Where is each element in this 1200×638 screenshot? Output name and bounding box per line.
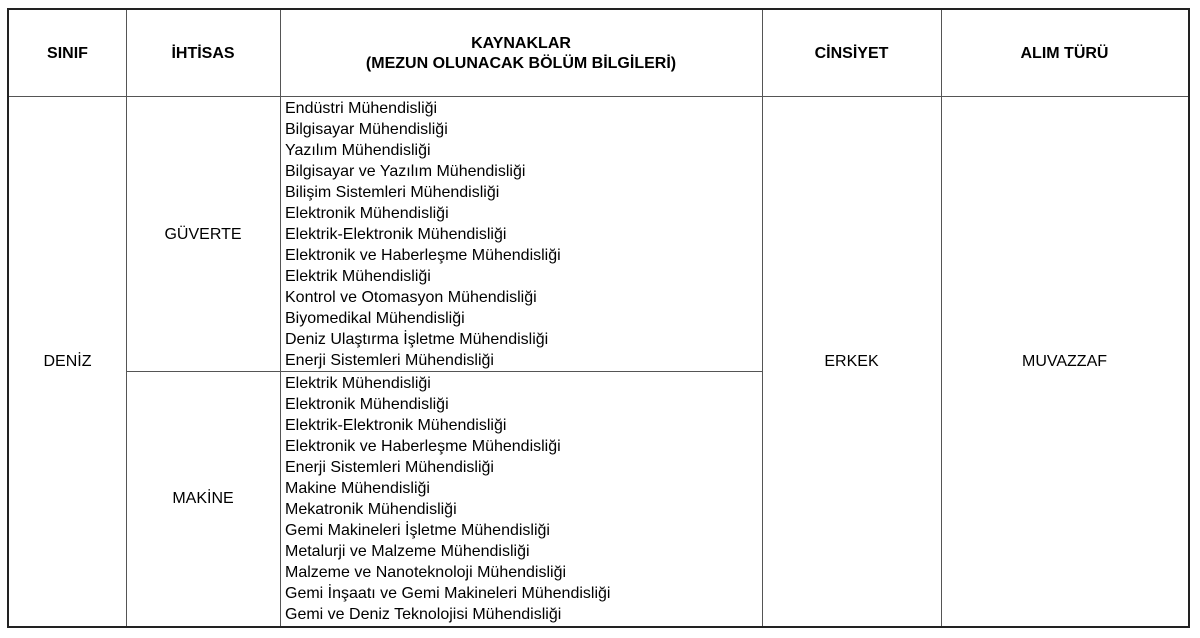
cell-cinsiyet: ERKEK (824, 352, 879, 370)
header-kaynaklar-line1: KAYNAKLAR (471, 34, 571, 52)
list-item: Gemi Makineleri İşletme Mühendisliği (285, 522, 550, 539)
list-item: Endüstri Mühendisliği (285, 100, 438, 117)
header-kaynaklar-line2: (MEZUN OLUNACAK BÖLÜM BİLGİLERİ) (365, 54, 677, 72)
list-item: Elektrik-Elektronik Mühendisliği (285, 226, 507, 243)
cell-ihtisas-makine: MAKİNE (172, 490, 234, 507)
list-item: Elektronik ve Haberleşme Mühendisliği (285, 247, 561, 264)
list-item: Malzeme ve Nanoteknoloji Mühendisliği (285, 564, 567, 581)
header-sinif: SINIF (47, 44, 88, 62)
list-item: Makine Mühendisliği (285, 480, 430, 497)
recruitment-table (7, 8, 1190, 628)
header-cinsiyet: CİNSİYET (814, 44, 889, 62)
list-item: Enerji Sistemleri Mühendisliği (285, 459, 494, 476)
cell-alim-turu: MUVAZZAF (1021, 352, 1108, 370)
list-item: Elektronik Mühendisliği (285, 205, 449, 222)
list-item: Deniz Ulaştırma İşletme Mühendisliği (285, 331, 549, 348)
list-item: Elektrik Mühendisliği (285, 268, 431, 285)
list-item: Elektronik Mühendisliği (285, 396, 449, 413)
divider (280, 10, 281, 626)
cell-sinif: DENİZ (43, 352, 92, 370)
list-item: Biyomedikal Mühendisliği (285, 310, 465, 327)
header-alim-turu: ALIM TÜRÜ (1020, 44, 1109, 62)
header-kaynaklar (280, 10, 762, 97)
list-item: Elektrik-Elektronik Mühendisliği (285, 417, 507, 434)
kaynaklar-list-guverte (285, 98, 561, 371)
list-item: Metalurji ve Malzeme Mühendisliği (285, 543, 530, 560)
list-item: Gemi İnşaatı ve Gemi Makineleri Mühendisliği (285, 585, 611, 602)
header-ihtisas: İHTİSAS (171, 44, 235, 62)
list-item: Bilgisayar ve Yazılım Mühendisliği (285, 163, 526, 180)
kaynaklar-list-makine (285, 373, 610, 625)
list-item: Gemi ve Deniz Teknolojisi Mühendisliği (285, 606, 562, 623)
list-item: Enerji Sistemleri Mühendisliği (285, 352, 494, 369)
list-item: Yazılım Mühendisliği (285, 142, 431, 159)
list-item: Elektronik ve Haberleşme Mühendisliği (285, 438, 561, 455)
list-item: Bilişim Sistemleri Mühendisliği (285, 184, 500, 201)
list-item: Mekatronik Mühendisliği (285, 501, 457, 518)
list-item: Kontrol ve Otomasyon Mühendisliği (285, 289, 537, 306)
list-item: Elektrik Mühendisliği (285, 375, 431, 392)
list-item: Bilgisayar Mühendisliği (285, 121, 448, 138)
cell-ihtisas-guverte: GÜVERTE (164, 225, 242, 243)
